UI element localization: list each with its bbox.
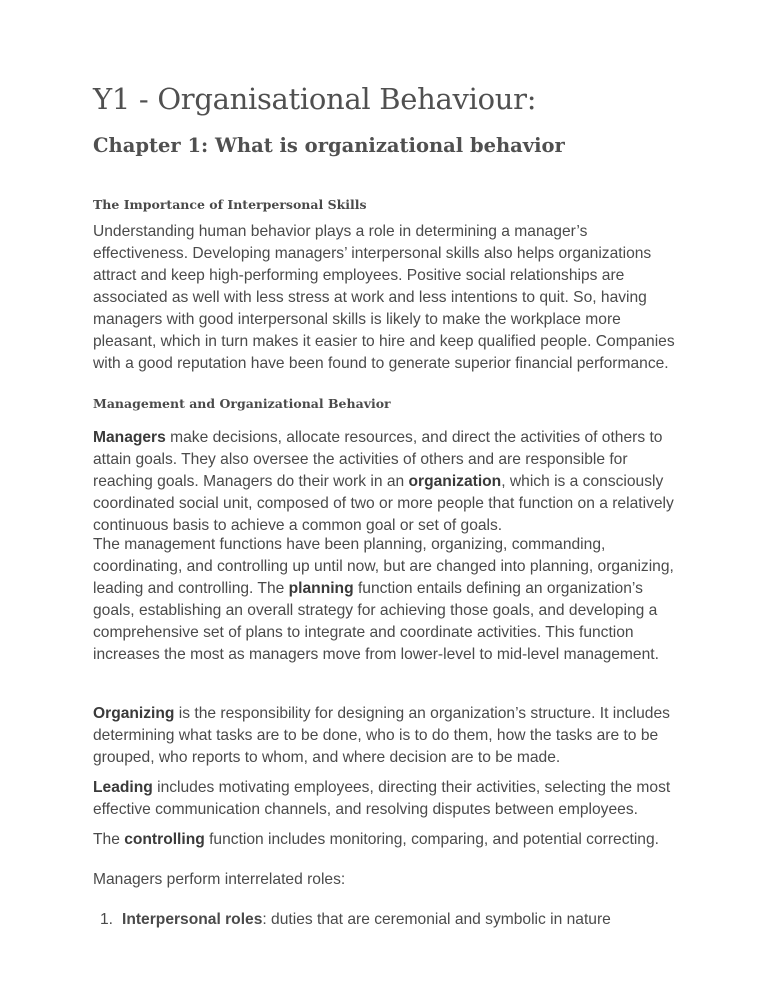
paragraph-text: The bbox=[93, 831, 125, 848]
paragraph-text: Managers perform interrelated roles: bbox=[93, 871, 346, 888]
roles-list bbox=[98, 909, 688, 931]
bold-term: controlling bbox=[124, 831, 205, 848]
paragraph-text: is the responsibility for designing an organization’s structure. It includes determining what tasks are to be done, who is to do them, how the tasks are to be grouped, who reports to whom, and where decision are to be made. bbox=[93, 705, 670, 766]
paragraph bbox=[93, 534, 683, 666]
list-item-text: : duties that are ceremonial and symbolic in nature bbox=[262, 911, 611, 928]
bold-term: planning bbox=[288, 580, 354, 597]
bold-term: Managers bbox=[93, 429, 166, 446]
list-item bbox=[98, 909, 688, 931]
paragraph bbox=[93, 869, 683, 891]
paragraph bbox=[93, 427, 683, 537]
paragraph-text: , which is a consciously coordinated social unit, composed of two or more people that function on a relatively continuous basis to achieve a common goal or set of goals. bbox=[93, 473, 674, 534]
paragraph bbox=[93, 221, 683, 375]
paragraph bbox=[93, 777, 683, 821]
paragraph bbox=[93, 703, 683, 769]
list-number: 1. bbox=[100, 911, 114, 928]
list-item-term: Interpersonal roles bbox=[122, 911, 263, 928]
paragraph-text: function includes monitoring, comparing, and potential correcting. bbox=[204, 831, 659, 848]
document-title: Y1 - Organisational Behaviour: bbox=[93, 82, 537, 116]
bold-term: Leading bbox=[93, 779, 153, 796]
paragraph-text: includes motivating employees, directing their activities, selecting the most effective communication channels, and resolving disputes between employees. bbox=[93, 779, 671, 818]
bold-term: Organizing bbox=[93, 705, 175, 722]
paragraph-text: The management functions have been planning, organizing, commanding, coordinating, and controlling up until now, but are changed into planning, organizing, leading and controlling. The bbox=[93, 536, 674, 597]
section-heading-interpersonal-skills: The Importance of Interpersonal Skills bbox=[93, 197, 367, 212]
paragraph bbox=[93, 829, 683, 851]
paragraph-text: Understanding human behavior plays a role in determining a manager’s effectiveness. Developing managers’ interpersonal skills also helps organizations attract and keep high-performing employees. Positive social relationships are associated as well with less stress at work and less intentions to quit. So, having managers with good interpersonal skills is likely to make the workplace more pleasant, which in turn makes it easier to hire and keep qualified people. Companies with a good reputation have been found to generate superior financial performance. bbox=[93, 223, 675, 372]
chapter-heading: Chapter 1: What is organizational behavior bbox=[93, 134, 565, 157]
bold-term: organization bbox=[408, 473, 502, 490]
section-heading-management-ob: Management and Organizational Behavior bbox=[93, 396, 391, 411]
paragraph-text: make decisions, allocate resources, and direct the activities of others to attain goals. They also oversee the activities of others and are responsible for reaching goals. Managers do their work in an bbox=[93, 429, 663, 490]
paragraph-text: function entails defining an organization’s goals, establishing an overall strategy for achieving those goals, and developing a comprehensive set of plans to integrate and coordinate activities. This function increases the most as managers move from lower-level to mid-level management. bbox=[93, 580, 659, 663]
